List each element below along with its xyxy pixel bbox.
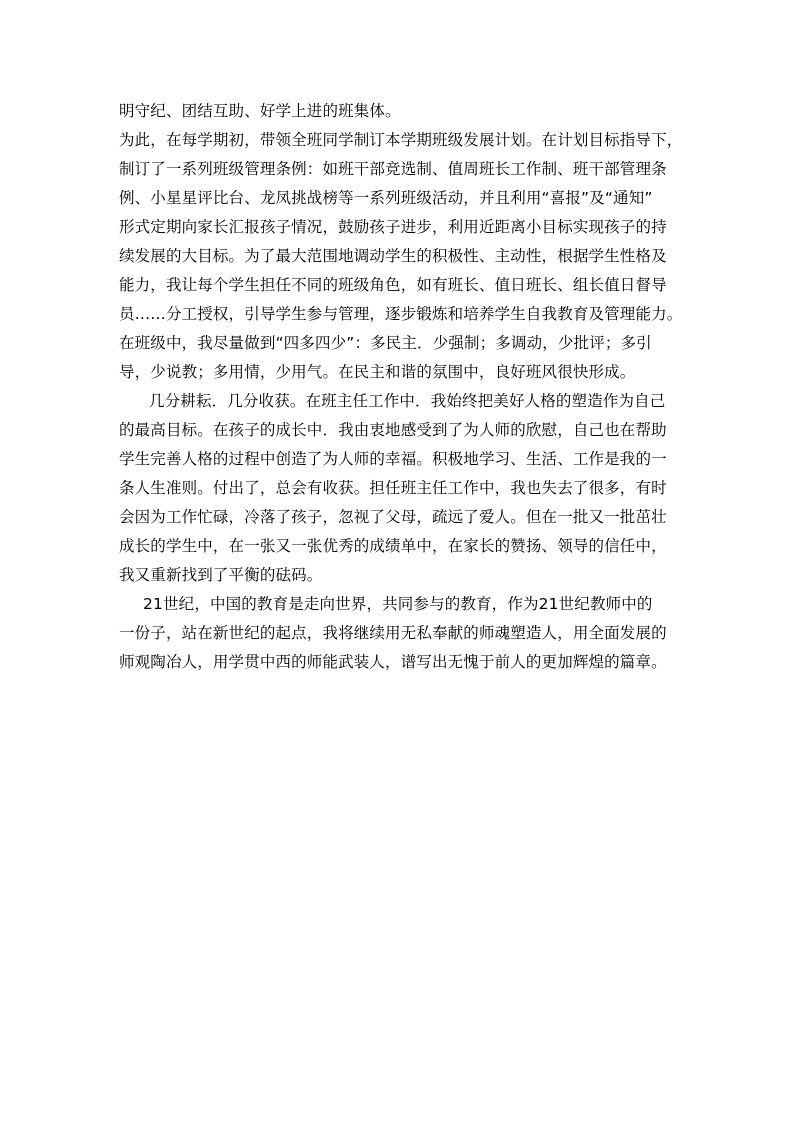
text-line: 员……分工授权，引导学生参与管理，逐步锻炼和培养学生自我教育及管理能力。 [119, 305, 683, 323]
text-line: 会因为工作忙碌，冷落了孩子，忽视了父母，疏远了爱人。但在一批又一批茁壮 [119, 508, 667, 526]
text-line: 的最高目标。在孩子的成长中．我由衷地感受到了为人师的欣慰，自己也在帮助 [119, 421, 667, 439]
text-line: 制订了一系列班级管理条例：如班干部竞选制、值周班长工作制、班干部管理条 [119, 160, 667, 178]
text-line: 我又重新找到了平衡的砝码。 [119, 566, 323, 584]
text-line: 能力，我让每个学生担任不同的班级角色，如有班长、值日班长、组长值日督导 [119, 276, 667, 294]
text-line: 21世纪，中国的教育是走向世界，共同参与的教育，作为21世纪教师中的 [143, 595, 653, 613]
text-line: 例、小星星评比台、龙凤挑战榜等一系列班级活动，并且利用“喜报”及“通知” [119, 189, 653, 207]
text-line: 条人生准则。付出了，总会有收获。担任班主任工作中，我也失去了很多，有时 [119, 479, 667, 497]
text-line: 导，少说教；多用情，少用气。在民主和谐的氛围中，良好班风很快形成。 [119, 363, 636, 381]
text-line: 形式定期向家长汇报孩子情况，鼓励孩子进步，利用近距离小目标实现孩子的持 [119, 218, 667, 236]
text-line: 为此，在每学期初，带领全班同学制订本学期班级发展计划。在计划目标指导下， [119, 131, 683, 149]
text-line: 一份子，站在新世纪的起点，我将继续用无私奉献的师魂塑造人，用全面发展的 [119, 624, 667, 642]
text-line: 师观陶冶人，用学贯中西的师能武装人，谱写出无愧于前人的更加辉煌的篇章。 [119, 653, 667, 671]
document-body [119, 97, 693, 677]
text-line: 在班级中，我尽量做到“四多四少”：多民主．少强制；多调动，少批评；多引 [119, 334, 652, 352]
text-line: 明守纪、团结互助、好学上进的班集体。 [119, 102, 401, 120]
text-line: 成长的学生中，在一张又一张优秀的成绩单中，在家长的赞扬、领导的信任中， [119, 537, 667, 555]
text-line: 几分耕耘．几分收获。在班主任工作中．我始终把美好人格的塑造作为自己 [149, 392, 666, 410]
text-line: 续发展的大目标。为了最大范围地调动学生的积极性、主动性，根据学生性格及 [119, 247, 667, 265]
text-line: 学生完善人格的过程中创造了为人师的幸福。积极地学习、生活、工作是我的一 [119, 450, 667, 468]
